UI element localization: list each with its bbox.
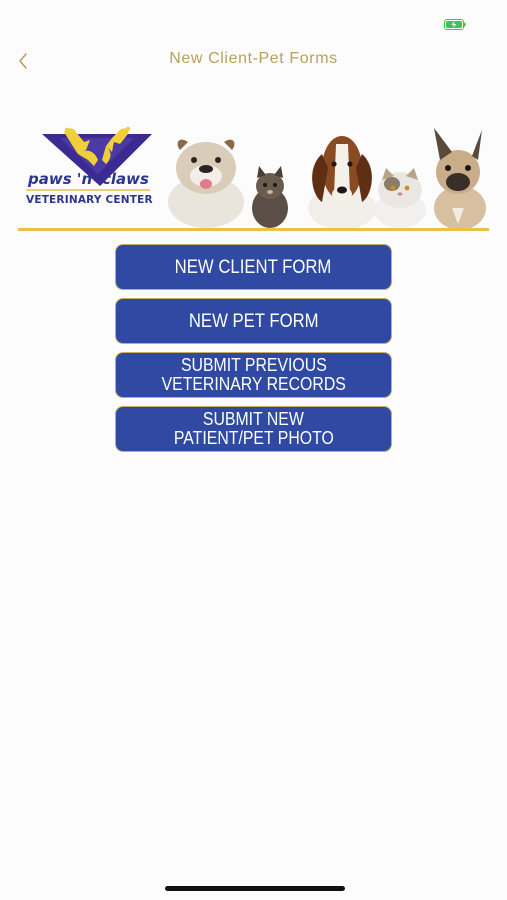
persian-cat-illustration bbox=[374, 168, 426, 228]
button-label-line-1: SUBMIT PREVIOUS bbox=[180, 355, 327, 375]
home-indicator[interactable] bbox=[165, 886, 345, 891]
clinic-logo bbox=[20, 124, 168, 224]
form-buttons bbox=[115, 244, 392, 460]
pets-photo bbox=[166, 124, 488, 228]
submit-previous-records-button[interactable] bbox=[115, 352, 392, 398]
battery-charging-icon bbox=[444, 19, 466, 30]
button-label: NEW CLIENT FORM bbox=[175, 256, 332, 278]
banner-divider bbox=[18, 228, 489, 231]
submit-pet-photo-button[interactable] bbox=[115, 406, 392, 452]
logo-wordmark: paws 'n' claws bbox=[28, 170, 149, 188]
new-pet-form-button[interactable] bbox=[115, 298, 392, 344]
button-label-line-2: VETERINARY RECORDS bbox=[161, 374, 346, 394]
bulldog-illustration bbox=[168, 140, 244, 228]
logo-subtitle: VETERINARY CENTER bbox=[26, 194, 153, 206]
button-label-line-1: SUBMIT NEW bbox=[203, 409, 304, 429]
button-label: NEW PET FORM bbox=[188, 310, 319, 332]
page-title: New Client-Pet Forms bbox=[169, 50, 338, 67]
status-bar bbox=[0, 0, 507, 40]
basset-hound-illustration bbox=[308, 136, 376, 228]
button-label-line-2: PATIENT/PET PHOTO bbox=[173, 428, 334, 448]
kitten-illustration bbox=[252, 166, 288, 228]
new-client-form-button[interactable] bbox=[115, 244, 392, 290]
navigation-bar bbox=[0, 40, 507, 82]
french-bulldog-illustration bbox=[434, 128, 486, 228]
clinic-banner bbox=[20, 124, 488, 230]
